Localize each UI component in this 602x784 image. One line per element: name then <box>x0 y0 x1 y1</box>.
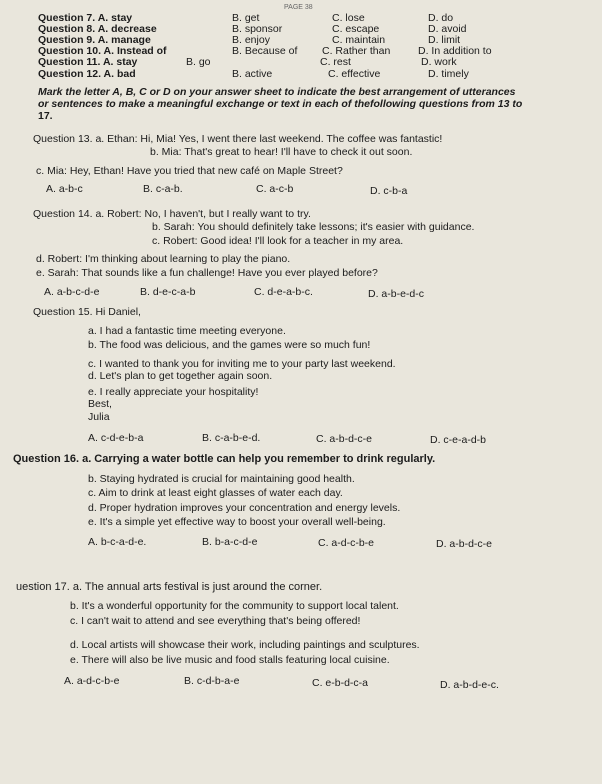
vocab-option-c: C. escape <box>332 23 380 35</box>
vocab-option-b: B. get <box>232 12 260 24</box>
q17-line-e: e. There will also be live music and food stalls featuring local cuisine. <box>70 654 390 666</box>
q15-line-a: a. I had a fantastic time meeting everyone. <box>88 325 286 337</box>
q16-line-c: c. Aim to drink at least eight glasses of water each day. <box>88 487 343 499</box>
vocab-option-d: D. limit <box>428 34 461 46</box>
q13-line-a: Question 13. a. Ethan: Hi, Mia! Yes, I went there last weekend. The coffee was fantastic! <box>33 133 443 145</box>
q14-line-a: Question 14. a. Robert: No, I haven't, but I really want to try. <box>33 208 311 220</box>
q16-line-d: d. Proper hydration improves your concentration and energy levels. <box>88 502 401 514</box>
q17-line-d: d. Local artists will showcase their work, including paintings and sculptures. <box>70 639 420 651</box>
vocab-option-b: B. enjoy <box>232 34 270 46</box>
q13-line-b: b. Mia: That's great to hear! I'll have to check it out soon. <box>150 146 413 158</box>
q14-line-d: d. Robert: I'm thinking about learning to play the piano. <box>36 253 291 265</box>
vocab-option-c: C. rest <box>320 56 351 68</box>
q16-option-a: A. b-c-a-d-e. <box>88 536 147 548</box>
q14-line-b: b. Sarah: You should definitely take lessons; it's easier with guidance. <box>152 221 475 233</box>
q15-option-b: B. c-a-b-e-d. <box>202 432 261 444</box>
vocab-question: Question 12. A. bad <box>38 68 136 80</box>
q16-line-e: e. It's a simple yet effective way to boost your overall well-being. <box>88 516 386 528</box>
q15-line-d: d. Let's plan to get together again soon. <box>88 370 273 382</box>
q15-option-d: D. c-e-a-d-b <box>430 434 487 446</box>
q15-line-e: e. I really appreciate your hospitality! <box>88 386 259 398</box>
q13-option-b: B. c-a-b. <box>143 183 183 195</box>
q17-line-a: uestion 17. a. The annual arts festival is just around the corner. <box>16 581 323 593</box>
q15-line-b: b. The food was delicious, and the games were so much fun! <box>88 339 371 351</box>
q14-option-b: B. d-e-c-a-b <box>140 286 196 298</box>
q14-option-a: A. a-b-c-d-e <box>44 286 100 298</box>
q16-option-c: C. a-d-c-b-e <box>318 537 375 549</box>
q13-option-a: A. a-b-c <box>46 183 83 195</box>
q14-line-e: e. Sarah: That sounds like a fun challenge! Have you ever played before? <box>36 267 378 279</box>
q15-line-c: c. I wanted to thank you for inviting me to your party last weekend. <box>88 358 396 370</box>
vocab-option-c: C. maintain <box>332 34 386 46</box>
q17-option-d: D. a-b-d-e-c. <box>440 679 499 691</box>
vocab-option-d: D. avoid <box>428 23 467 35</box>
q14-option-d: D. a-b-e-d-c <box>368 288 425 300</box>
q17-line-b: b. It's a wonderful opportunity for the community to support local talent. <box>70 600 399 612</box>
q16-line-a: Question 16. a. Carrying a water bottle can help you remember to drink regularly. <box>13 453 436 465</box>
q17-option-b: B. c-d-b-a-e <box>184 675 240 687</box>
q17-option-c: C. e-b-d-c-a <box>312 677 369 689</box>
vocab-option-c: C. Rather than <box>322 45 391 57</box>
q14-line-c: c. Robert: Good idea! I'll look for a teacher in my area. <box>152 235 404 247</box>
instruction-line: Mark the letter A, B, C or D on your answer sheet to indicate the best arrangement of utterances <box>38 86 516 98</box>
vocab-option-b: B. active <box>232 68 273 80</box>
vocab-option-d: D. do <box>428 12 454 24</box>
q15-signoff: Best, <box>88 398 112 410</box>
vocab-question: Question 7. A. stay <box>38 12 133 24</box>
vocab-option-d: D. work <box>421 56 457 68</box>
q15-signature: Julia <box>88 411 110 423</box>
q15-option-c: C. a-b-d-c-e <box>316 433 373 445</box>
q15-title: Question 15. Hi Daniel, <box>33 306 141 318</box>
q16-option-d: D. a-b-d-c-e <box>436 538 493 550</box>
instruction-line: or sentences to make a meaningful exchange or text in each of thefollowing questions from 13 to <box>38 98 523 110</box>
q13-option-c: C. a-c-b <box>256 183 294 195</box>
vocab-question: Question 11. A. stay <box>38 56 138 68</box>
vocab-question: Question 8. A. decrease <box>38 23 157 35</box>
vocab-option-b: B. Because of <box>232 45 298 57</box>
q17-option-a: A. a-d-c-b-e <box>64 675 120 687</box>
vocab-option-d: D. timely <box>428 68 469 80</box>
page-number: PAGE 38 <box>284 4 313 11</box>
q16-line-b: b. Staying hydrated is crucial for maintaining good health. <box>88 473 355 485</box>
q13-line-c: c. Mia: Hey, Ethan! Have you tried that new café on Maple Street? <box>36 165 343 177</box>
vocab-question: Question 10. A. Instead of <box>38 45 167 57</box>
q13-option-d: D. c-b-a <box>370 185 408 197</box>
vocab-question: Question 9. A. manage <box>38 34 151 46</box>
q17-line-c: c. I can't wait to attend and see everything that's being offered! <box>70 615 361 627</box>
vocab-option-b: B. sponsor <box>232 23 283 35</box>
q16-option-b: B. b-a-c-d-e <box>202 536 258 548</box>
vocab-option-d: D. In addition to <box>418 45 492 57</box>
vocab-option-c: C. lose <box>332 12 365 24</box>
vocab-option-c: C. effective <box>328 68 381 80</box>
q14-option-c: C. d-e-a-b-c. <box>254 286 313 298</box>
instruction-line: 17. <box>38 110 53 122</box>
q15-option-a: A. c-d-e-b-a <box>88 432 144 444</box>
vocab-option-b: B. go <box>186 56 211 68</box>
